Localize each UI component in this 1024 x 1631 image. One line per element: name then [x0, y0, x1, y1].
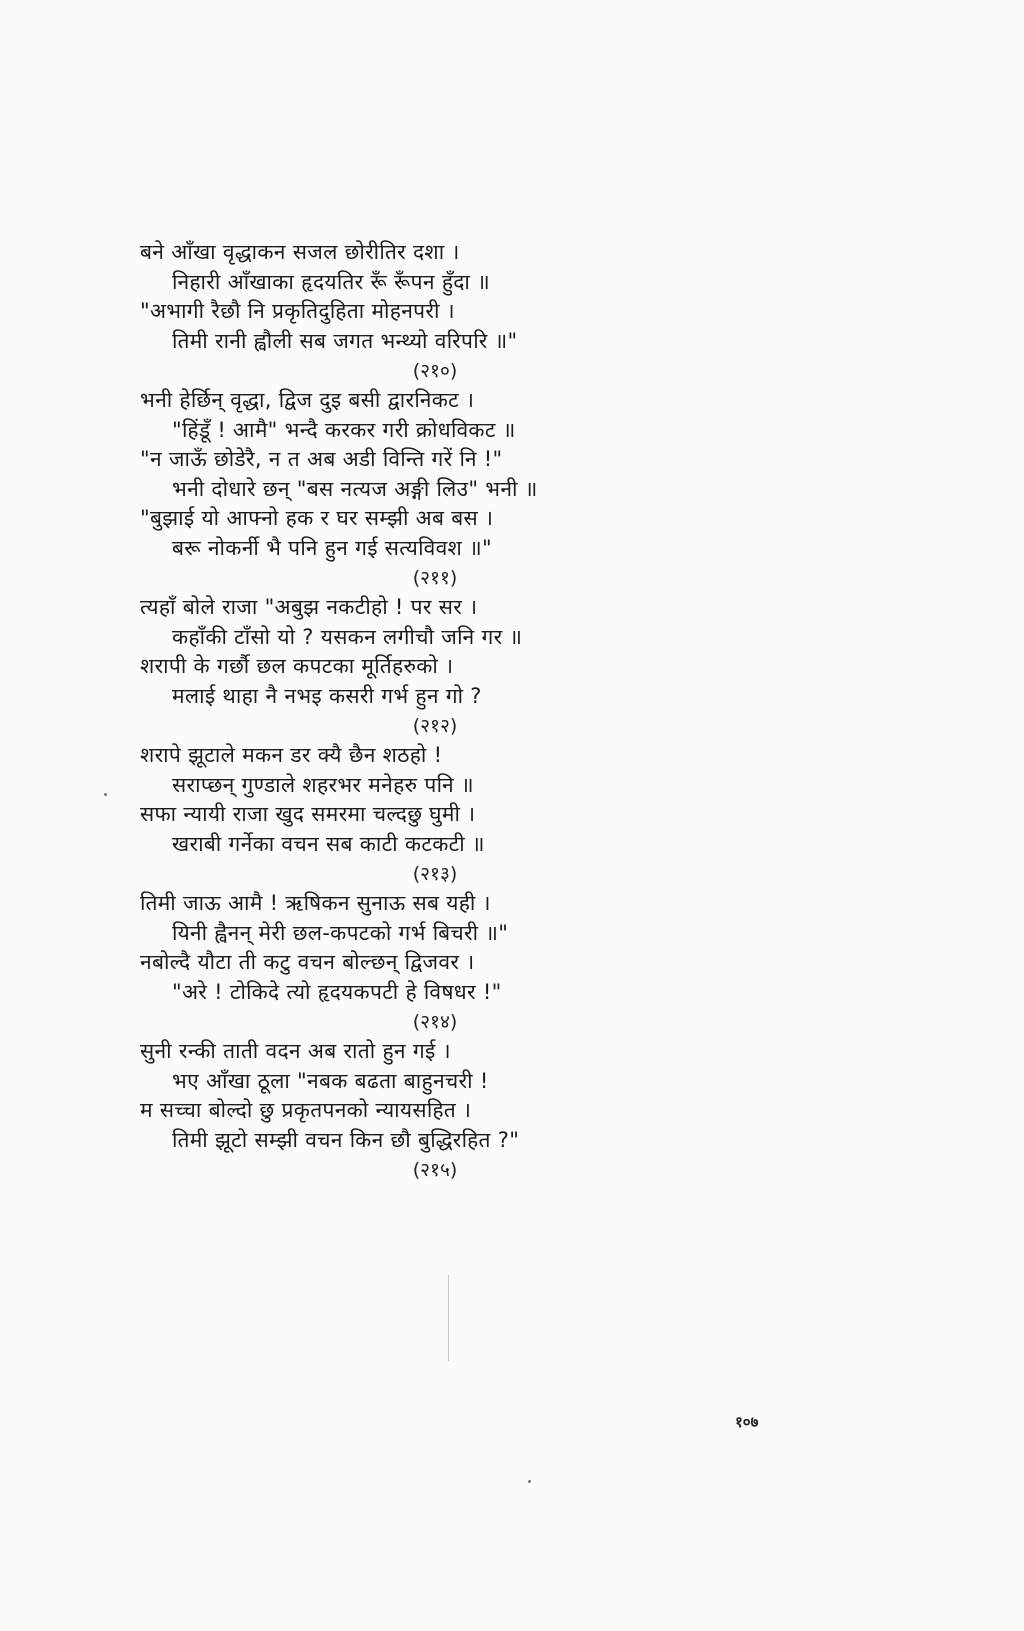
verse-line: सुनी रन्की ताती वदन अब रातो हुन गई । — [140, 1039, 451, 1063]
verse-line: खराबी गर्नेका वचन सब काटी कटकटी ॥ — [172, 831, 485, 856]
poem-body — [140, 238, 700, 1185]
scan-artifact-line — [448, 1275, 449, 1361]
verse-line: तिमी झूटो सम्झी वचन किन छौ बुद्धिरहित ?" — [172, 1127, 520, 1152]
verse-line: भनी हेर्छिन् वृद्धा, द्विज दुइ बसी द्वारनिकट । — [140, 388, 475, 412]
verse-line: यिनी ह्वैनन् मेरी छल-कपटको गर्भ बिचरी ॥" — [172, 920, 509, 945]
scan-speck — [528, 1480, 531, 1483]
stanza-number: (२१३) — [412, 863, 458, 885]
verse-line: तिमी रानी ह्वौली सब जगत भन्थ्यो वरिपरि ॥" — [172, 328, 518, 353]
stanza-number: (२१५) — [412, 1159, 458, 1181]
page-number: १०७ — [735, 1413, 759, 1431]
verse-line: तिमी जाऊ आमै ! ऋषिकन सुनाऊ सब यही । — [140, 891, 491, 915]
verse-line: म सच्चा बोल्दो छु प्रकृतपनको न्यायसहित । — [140, 1098, 472, 1122]
stanza-number: (२१२) — [412, 715, 458, 737]
verse-line: "हिंडूँ ! आमै" भन्दै करकर गरी क्रोधविकट ॥ — [172, 417, 516, 442]
verse-line: सराप्छन् गुण्डाले शहरभर मनेहरु पनि ॥ — [172, 772, 474, 797]
verse-line: "न जाऊँ छोडेरै, न त अब अडी विन्ति गरें नि !" — [140, 447, 503, 471]
stanza-number: (२१४) — [412, 1011, 458, 1033]
verse-line: मलाई थाहा नै नभइ कसरी गर्भ हुन गो ? — [172, 683, 482, 708]
verse-line: बरू नोकर्नी भै पनि हुन गई सत्यविवश ॥" — [172, 535, 492, 560]
verse-line: भनी दोधारे छन् "बस नत्यज अङ्गी लिउ" भनी ॥ — [172, 476, 538, 501]
verse-line: "अभागी रैछौ नि प्रकृतिदुहिता मोहनपरी । — [140, 299, 455, 323]
verse-line: कहाँकी टाँसो यो ? यसकन लगीचौ जनि गर ॥ — [172, 624, 523, 649]
verse-line: "बुझाई यो आफ्नो हक र घर सम्झी अब बस । — [140, 506, 494, 530]
stanza-number: (२११) — [412, 567, 458, 589]
verse-line: त्यहाँ बोले राजा "अबुझ नकटीहो ! पर सर । — [140, 595, 478, 619]
verse-line: भए आँखा ठूला "नबक बढता बाहुनचरी ! — [172, 1068, 489, 1093]
verse-line: निहारी आँखाका हृदयतिर रूँ रूँपन हुँदा ॥ — [172, 269, 491, 294]
verse-line: सफा न्यायी राजा खुद समरमा चल्दछु घुमी । — [140, 802, 476, 826]
verse-line: शरापी के गर्छौ छल कपटका मूर्तिहरुको । — [140, 654, 454, 678]
verse-line: "अरे ! टोकिदे त्यो हृदयकपटी हे विषधर !" — [172, 979, 502, 1004]
stanza-number: (२१०) — [412, 360, 458, 382]
verse-line: बने आँखा वृद्धाकन सजल छोरीतिर दशा । — [140, 240, 460, 264]
scan-speck — [104, 793, 107, 796]
verse-line: शरापे झूटाले मकन डर क्यै छैन शठहो ! — [140, 743, 443, 767]
verse-line: नबोल्दै यौटा ती कटु वचन बोल्छन् द्विजवर । — [140, 950, 475, 974]
